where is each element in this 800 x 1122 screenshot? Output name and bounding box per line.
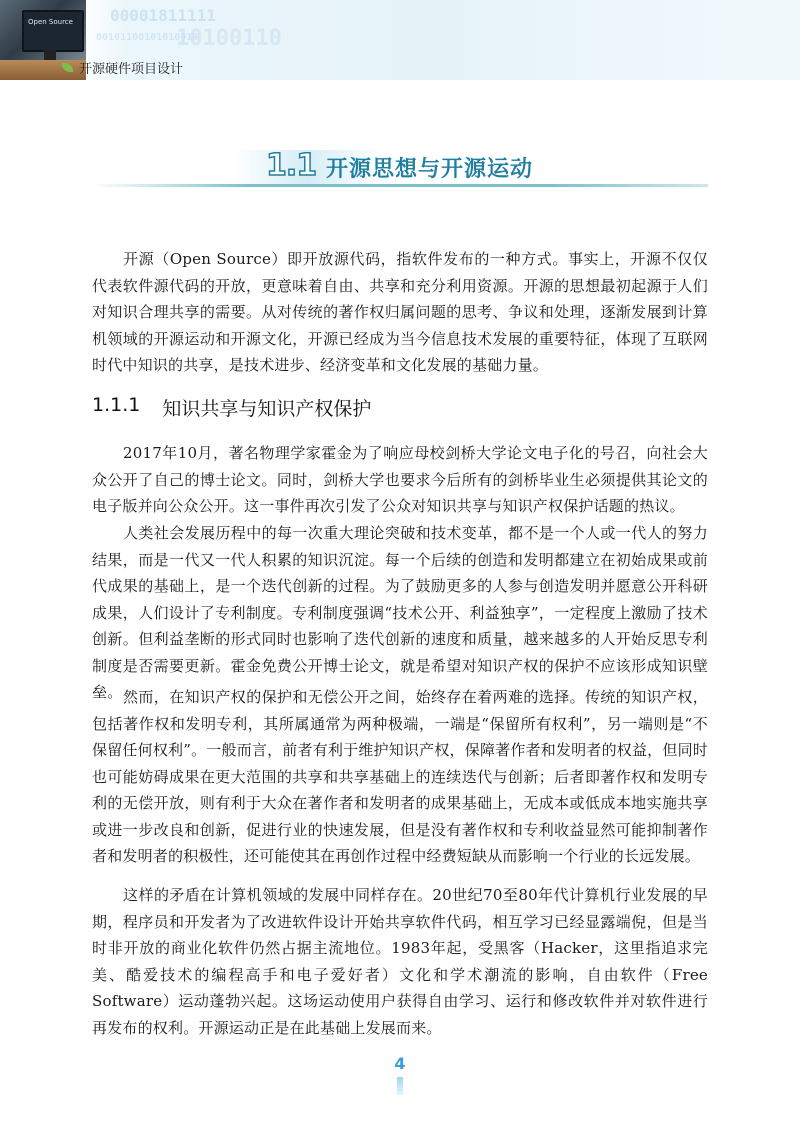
binary-line-2: 00101100101010010 [96,32,199,43]
binary-line-1: 00001811111 [110,6,216,25]
leaf-icon [62,63,73,72]
section-underline [92,184,708,187]
section-number: 1.1 [266,148,317,183]
paragraph: 2017年10月，著名物理学家霍金为了响应母校剑桥大学论文电子化的号召，向社会大众公开了自己的博士论文。同时，剑桥大学也要求今后所有的剑桥毕业生必须提供其论文的电子版并向公众公开。这一事件再次引发了公众对知识共享与知识产权保护话题的热议。 [92,444,708,515]
paragraph: 然而，在知识产权的保护和无偿公开之间，始终存在着两难的选择。传统的知识产权，包括著作权和发明专利，其所属通常为两种极端，一端是“保留所有权利”，另一端则是“不保留任何权利”。一般而言，前者有利于维护知识产权，保障著作者和发明者的权益，但同时也可能妨碍成果在更大范围的共享和共享基础上的连续迭代与创新；后者即著作权和发明专利的无偿开放，则有利于大众在著作者和发明者的成果基础上，无成本或低成本地实施共享或进一步改良和创新，促进行业的快速发展，但是没有著作权和专利收益显然可能抑制著作者和发明者的积极性，还可能使其在再创作过程中经费短缺从而影响一个行业的长远发展。 [92,688,708,865]
binary-decoration [96,2,316,62]
section-title: 开源思想与开源运动 [326,157,534,182]
paragraph: 人类社会发展历程中的每一次重大理论突破和技术变革，都不是一个人或一代人的努力结果，而是一代又一代人积累的知识沉淀。每一个后续的创造和发明都建立在初始成果或前代成果的基础上，是一个迭代创新的过程。为了鼓励更多的人参与创造发明并愿意公开科研成果，人们设计了专利制度。专利制度强调“技术公开、利益独享”，一定程度上激励了技术创新。但利益垄断的形式同时也影响了迭代创新的速度和质量，越来越多的人开始反思专利制度是否需要更新。霍金免费公开博士论文，就是希望对知识产权的保护不应该形成知识壁垒。 [92,524,708,701]
page-number-decoration [397,1077,403,1095]
book-title: 开源硬件项目设计 [79,61,184,77]
subsection-number: 1.1.1 [92,394,141,416]
section-heading [92,146,708,190]
page-number: 4 [394,1054,406,1073]
subsection-title: 知识共享与知识产权保护 [162,398,372,420]
monitor-image [22,10,84,52]
subsection-heading [92,394,708,421]
intro-paragraph: 开源（Open Source）即开放源代码，指软件发布的一种方式。事实上，开源不仅仅代表软件源代码的开放，更意味着自由、共享和充分利用资源。开源的思想最初起源于人们对知识合理共享的需要。从对传统的著作权归属问题的思考、争议和处理，逐渐发展到计算机领域的开源运动和开源文化，开源已经成为当今信息技术发展的重要特征，体现了互联网时代中知识的共享，是技术进步、经济变革和文化发展的基础力量。 [92,250,708,374]
paragraph: 这样的矛盾在计算机领域的发展中同样存在。20世纪70至80年代计算机行业发展的早期，程序员和开发者为了改进软件设计开始共享软件代码，相互学习已经显露端倪，但是当时非开放的商业化软件仍然占据主流地位。1983年起，受黑客（Hacker，这里指追求完美、酷爱技术的编程高手和电子爱好者）文化和学术潮流的影响，自由软件（Free Software）运动蓬勃兴起。这场运动使用户获得自由学习、运行和修改软件并对软件进行再发布的权利。开源运动正是在此基础上发展而来。 [92,886,708,1037]
monitor-stand [44,50,56,60]
page-header [0,0,800,80]
running-header [62,58,183,76]
binary-line-3: 10100110 [176,26,282,51]
monitor-text: Open Source [28,18,73,26]
